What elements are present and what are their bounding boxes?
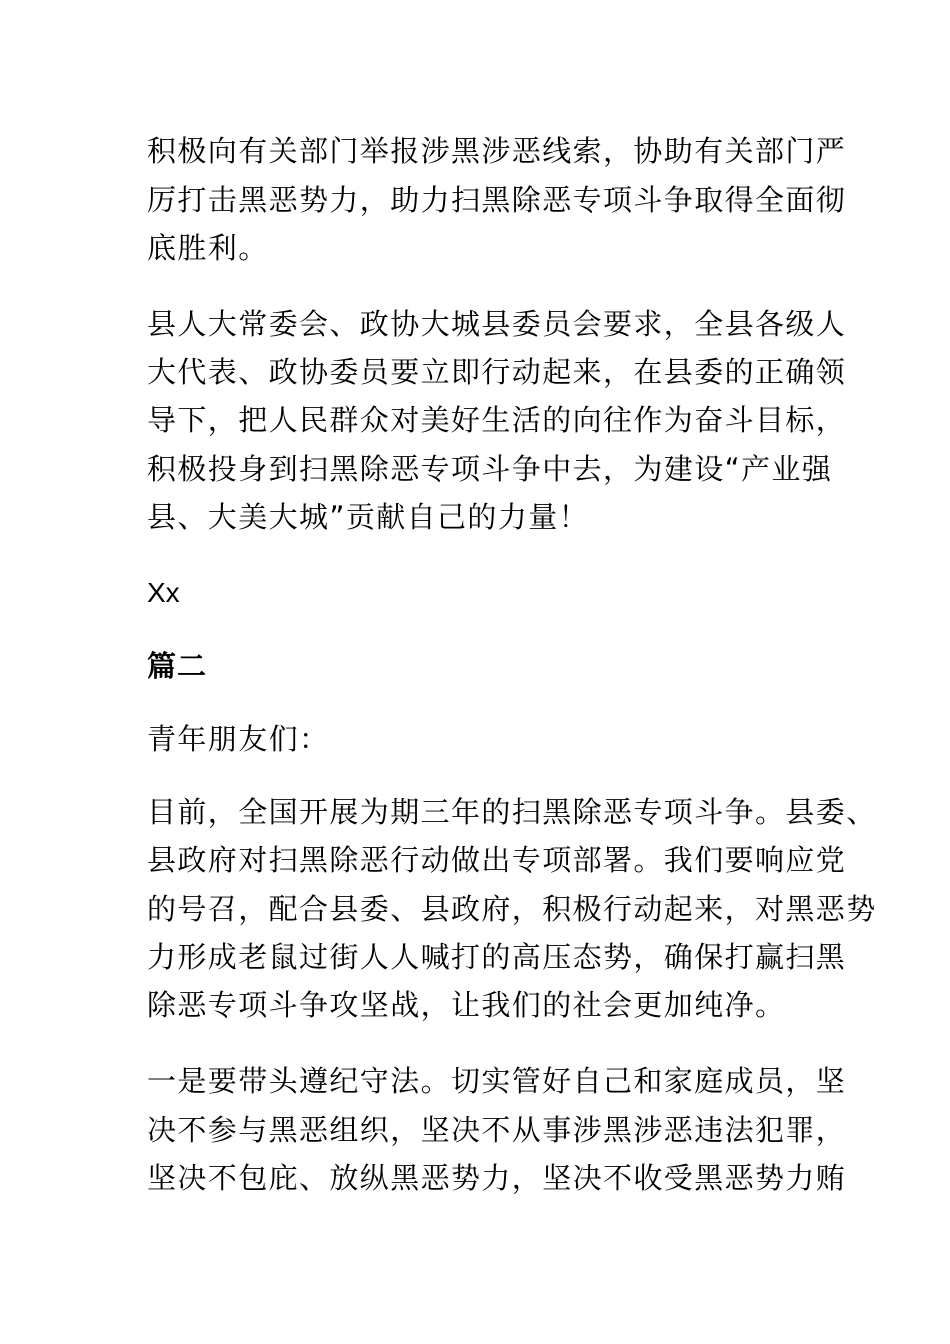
paragraph-line: 厉打击黑恶势力，助力扫黑除恶专项斗争取得全面彻 — [147, 183, 847, 217]
paragraph-line: 坚决不包庇、放纵黑恶势力，坚决不收受黑恶势力贿 — [147, 1161, 847, 1195]
paragraph-line: 的号召，配合县委、县政府，积极行动起来，对黑恶势 — [147, 892, 877, 926]
section-heading: 篇二 — [147, 649, 208, 683]
paragraph-line: 大代表、政协委员要立即行动起来，在县委的正确领 — [147, 355, 847, 389]
signature: Xx — [147, 577, 180, 608]
paragraph-line: 底胜利。 — [147, 231, 269, 265]
salutation: 青年朋友们： — [147, 722, 330, 756]
paragraph-line: 目前，全国开展为期三年的扫黑除恶专项斗争。县委、 — [147, 795, 877, 829]
paragraph-line: 导下，把人民群众对美好生活的向往作为奋斗目标， — [147, 403, 847, 437]
paragraph-line: 力形成老鼠过街人人喊打的高压态势，确保打赢扫黑 — [147, 940, 847, 974]
paragraph-line: 除恶专项斗争攻坚战，让我们的社会更加纯净。 — [147, 988, 786, 1022]
paragraph-line: 积极向有关部门举报涉黑涉恶线索，协助有关部门严 — [147, 134, 847, 168]
paragraph-line: 县、大美大城”贡献自己的力量！ — [147, 500, 590, 534]
paragraph-line: 县政府对扫黑除恶行动做出专项部署。我们要响应党 — [147, 843, 847, 877]
paragraph-line: 县人大常委会、政协大城县委员会要求，全县各级人 — [147, 307, 847, 341]
paragraph-line: 决不参与黑恶组织，坚决不从事涉黑涉恶违法犯罪， — [147, 1113, 847, 1147]
paragraph-line: 一是要带头遵纪守法。切实管好自己和家庭成员，坚 — [147, 1064, 847, 1098]
paragraph-line: 积极投身到扫黑除恶专项斗争中去，为建设“产业强 — [147, 452, 833, 486]
